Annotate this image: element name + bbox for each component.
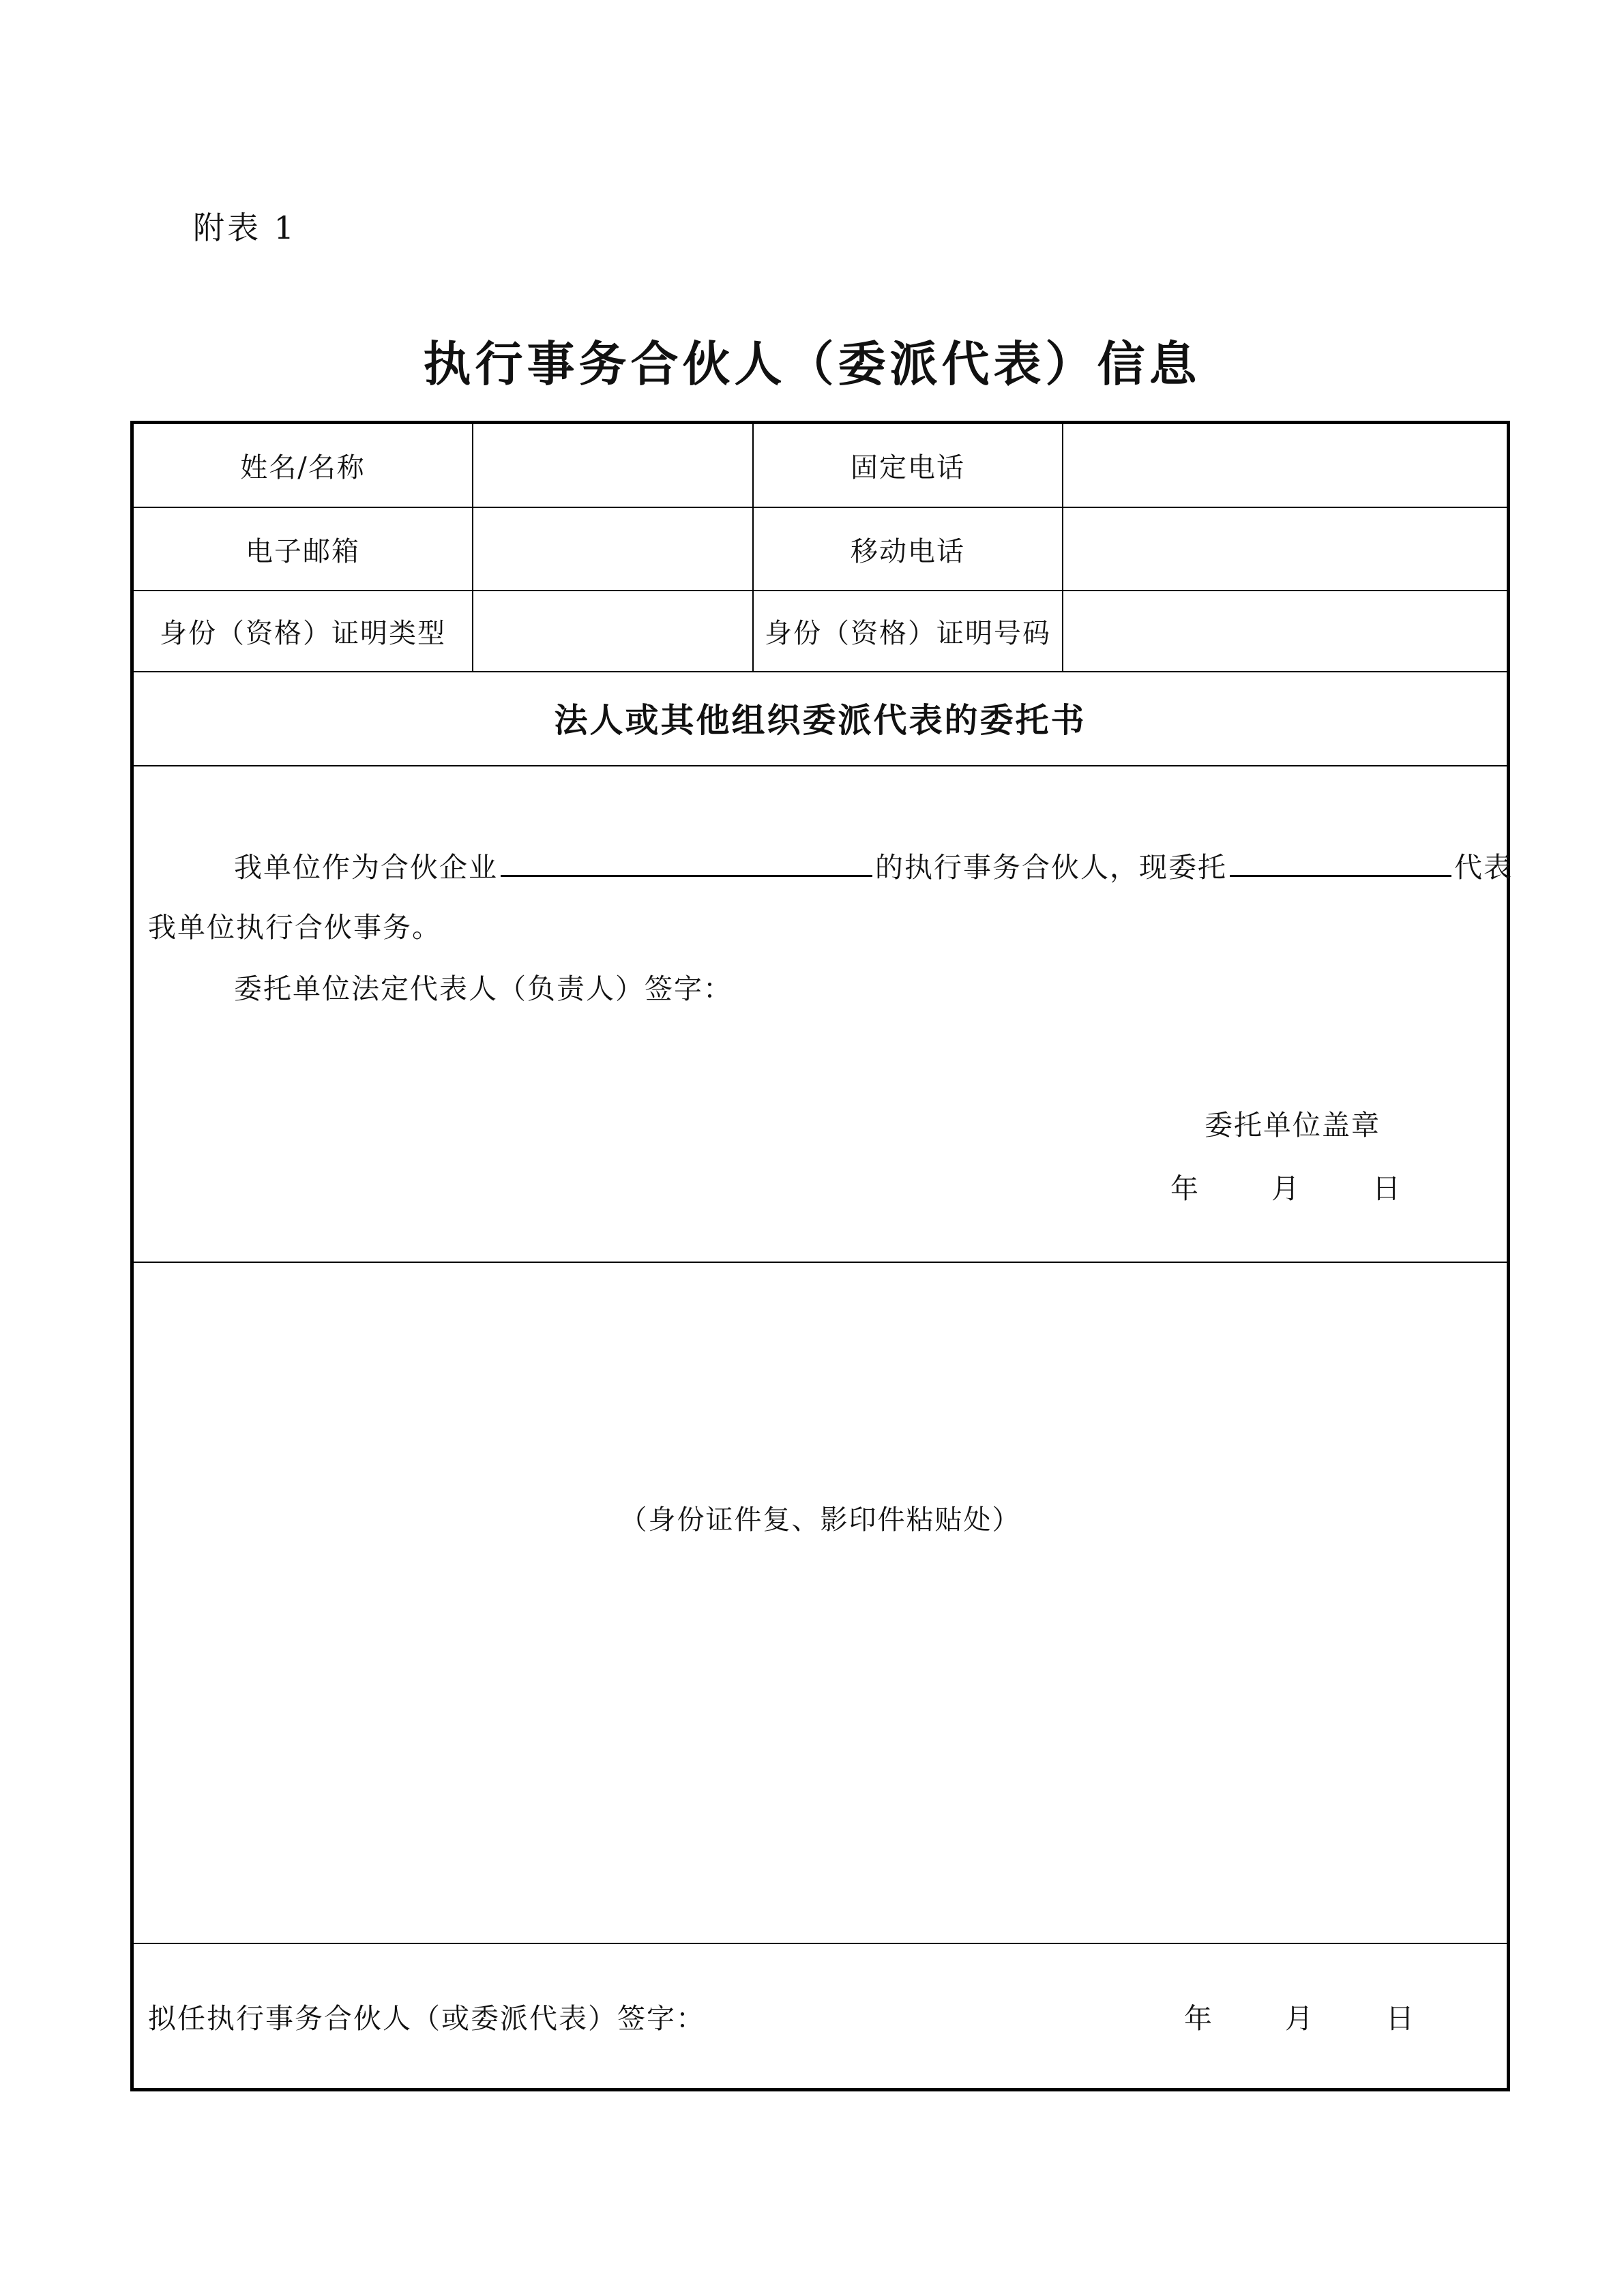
annex-label: 附表 1: [193, 209, 297, 246]
entrustment-date-year: 年: [1170, 1172, 1198, 1205]
name-label: 姓名/名称: [240, 452, 366, 483]
legal-rep-signature-label: 委托单位法定代表人（负责人）签字：: [234, 972, 733, 1005]
mobile-label: 移动电话: [851, 535, 965, 567]
entrustment-line-1: [234, 844, 1513, 885]
row-divider: [134, 765, 1507, 766]
partnership-name-blank[interactable]: [501, 844, 872, 877]
id-copy-paste-note: （身份证件复、影印件粘贴处）: [619, 1504, 1021, 1536]
row-divider: [134, 1943, 1507, 1944]
mobile-field[interactable]: [1063, 508, 1507, 590]
landline-label: 固定电话: [851, 452, 965, 483]
name-field[interactable]: [473, 424, 752, 507]
landline-field[interactable]: [1063, 424, 1507, 507]
entrustment-text-part-3: 代表: [1454, 851, 1513, 884]
id-type-label: 身份（资格）证明类型: [160, 618, 446, 649]
footer-date-year: 年: [1184, 2002, 1212, 2035]
email-label: 电子邮箱: [246, 535, 360, 567]
id-number-label: 身份（资格）证明号码: [765, 618, 1051, 649]
page-title: 执行事务合伙人（委派代表）信息: [423, 336, 1201, 392]
entrustment-text-part-2: 的执行事务合伙人，现委托: [875, 851, 1227, 884]
entrustment-text-part-1: 我单位作为合伙企业: [234, 851, 498, 884]
footer-date-day: 日: [1386, 2002, 1414, 2035]
entrustment-date-day: 日: [1372, 1172, 1400, 1205]
email-field[interactable]: [473, 508, 752, 590]
seal-label: 委托单位盖章: [1205, 1109, 1381, 1142]
footer-date-month: 月: [1285, 2002, 1313, 2035]
candidate-signature-label: 拟任执行事务合伙人（或委派代表）签字：: [148, 2002, 705, 2035]
form-table: [130, 421, 1513, 2091]
row-divider: [134, 1262, 1507, 1263]
entrustment-heading: 法人或其他组织委派代表的委托书: [554, 701, 1087, 740]
id-type-field[interactable]: [473, 591, 752, 671]
delegate-name-blank[interactable]: [1230, 844, 1451, 877]
entrustment-date-month: 月: [1271, 1172, 1299, 1205]
id-number-field[interactable]: [1063, 591, 1507, 671]
entrustment-line-2: 我单位执行合伙事务。: [148, 911, 441, 944]
